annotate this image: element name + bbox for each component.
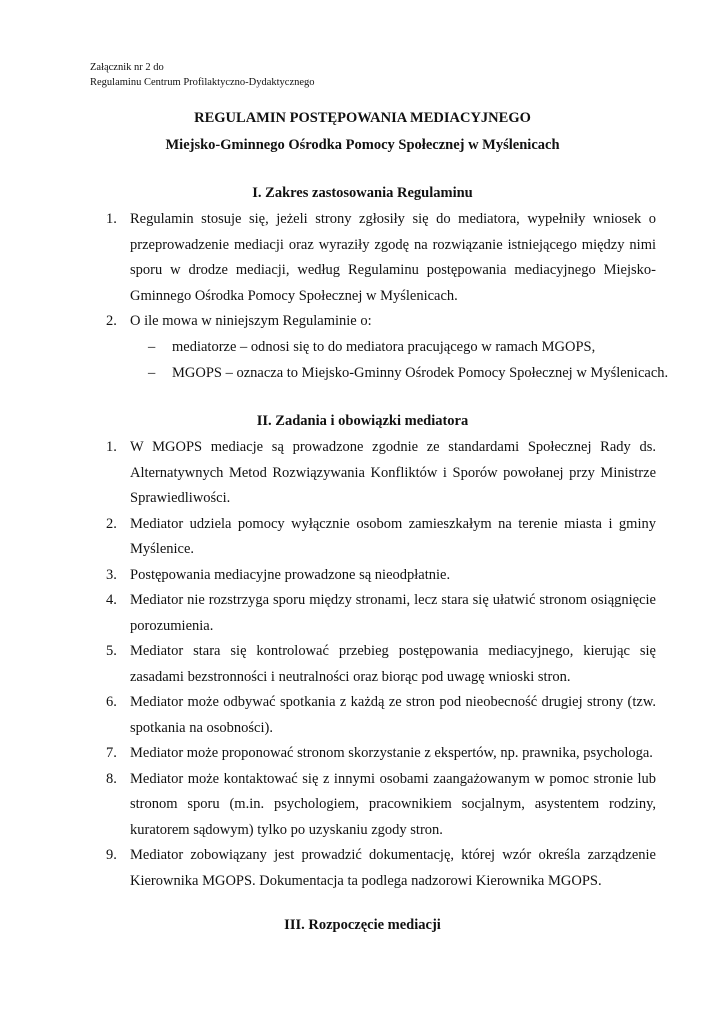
list-item [106,207,656,309]
dash-bullet: – [148,364,156,381]
item-text: Mediator zobowiązany jest prowadzić dokumentację, której wzór określa zarządzenie Kierownika MGOPS. Dokumentacja ta podlega nadzorowi Kierownika MGOPS. [130,847,656,889]
item-number: 5. [106,643,117,659]
section-2-list [106,435,656,894]
item-number: 1. [106,211,117,227]
list-item [106,563,656,589]
item-number: 3. [106,566,117,583]
section-1-list [106,207,656,335]
dash-bullet: – [148,339,156,355]
item-text: Regulamin stosuje się, jeżeli strony zgłosiły się do mediatora, wypełniły wniosek o przeprowadzenie mediacji oraz wyraziły zgodę na rozwiązanie istniejącego między nimi sporu w drodze mediacji, według Regulaminu postępowania mediacyjnego Miejsko-Gminnego Ośrodka Pomocy Społecznej w Myślenicach. [130,211,656,304]
list-item [106,690,656,741]
item-text: Mediator udziela pomocy wyłącznie osobom zamieszkałym na terenie miasta i gminy Myślenice. [130,515,656,557]
document-subtitle: Miejsko-Gminnego Ośrodka Pomocy Społecznej w Myślenicach [165,137,560,153]
attachment-note [90,60,315,90]
item-number: 9. [106,847,117,863]
sub-item-text: MGOPS – oznacza to Miejsko-Gminny Ośrodek Pomocy Społecznej w Myślenicach. [172,364,669,381]
item-text: Mediator może odbywać spotkania z każdą ze stron pod nieobecność drugiej strony (tzw. spotkania na osobności). [130,694,656,736]
item-number: 8. [106,770,117,787]
item-text: Postępowania mediacyjne prowadzone są nieodpłatnie. [130,566,451,583]
document-title: REGULAMIN POSTĘPOWANIA MEDIACYJNEGO [194,110,531,126]
sub-list-item [148,335,668,361]
item-number: 2. [106,515,117,532]
list-item [106,639,656,690]
item-text: O ile mowa w niniejszym Regulaminie o: [130,313,372,329]
list-item [106,843,656,894]
section-2-heading: II. Zadania i obowiązki mediatora [256,413,469,429]
item-text: Mediator nie rozstrzyga sporu między stronami, lecz stara się ułatwić stronom osiągnięcie porozumienia. [130,592,656,634]
item-number: 4. [106,592,117,608]
sub-list-item [148,361,668,387]
list-item [106,588,656,639]
attachment-line-2: Regulaminu Centrum Profilaktyczno-Dydaktycznego [90,77,315,88]
list-item [106,309,656,335]
item-text: Mediator stara się kontrolować przebieg postępowania mediacyjnego, kierując się zasadami bezstronności i neutralności oraz biorąc pod uwagę wnioski stron. [130,643,656,685]
list-item [106,435,656,512]
section-1-heading: I. Zakres zastosowania Regulaminu [252,185,473,201]
item-text: W MGOPS mediacje są prowadzone zgodnie ze standardami Społecznej Rady ds. Alternatywnych Metod Rozwiązywania Konfliktów i Sporów powołanej przy Ministrze Sprawiedliwości. [130,439,656,506]
section-1-sublist [148,335,668,386]
item-text: Mediator może kontaktować się z innymi osobami zaangażowanym w pomoc stronie lub stronom sporu (m.in. psychologiem, pracownikiem socjalnym, asystentem rodziny, kuratorem sądowym) tylko po uzyskaniu zgody stron. [130,770,656,838]
attachment-line-1: Załącznik nr 2 do [90,62,164,73]
list-item [106,741,656,767]
list-item [106,767,656,844]
section-3-heading: III. Rozpoczęcie mediacji [284,917,441,933]
item-number: 2. [106,313,117,329]
item-number: 7. [106,745,117,761]
item-text: Mediator może proponować stronom skorzystanie z ekspertów, np. prawnika, psychologa. [130,745,653,761]
item-number: 1. [106,439,117,455]
sub-item-text: mediatorze – odnosi się to do mediatora pracującego w ramach MGOPS, [172,339,596,355]
list-item [106,512,656,563]
item-number: 6. [106,694,117,710]
